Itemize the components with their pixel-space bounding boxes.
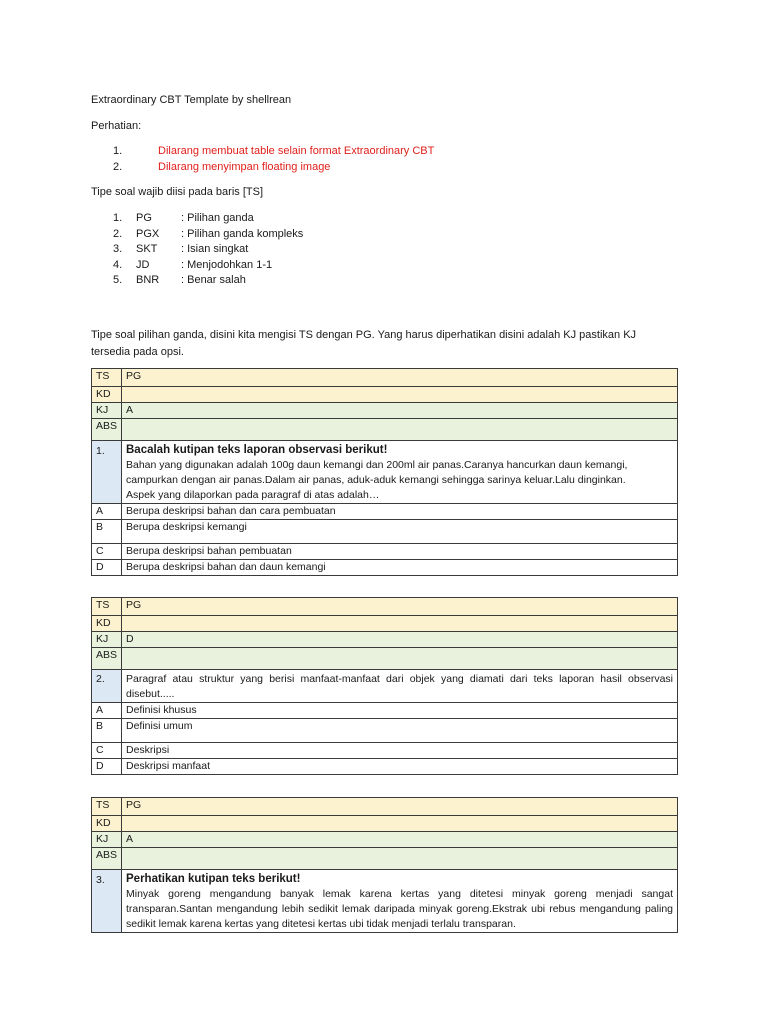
- table-row: KD: [92, 616, 678, 632]
- table-row: KJ A: [92, 832, 678, 848]
- option-row: C Berupa deskripsi bahan pembuatan: [92, 544, 678, 560]
- question-table-2: [91, 597, 678, 775]
- question-table-3: [91, 797, 678, 933]
- question-body: Bahan yang digunakan adalah 100g daun kemangi dan 200ml air panas.Caranya hancurkan daun kemangi, campurkan dengan air panas.Dalam air panas, aduk-aduk kemangi sehingga sarinya keluar.Lalu dinginkan.: [126, 459, 628, 486]
- table-row: ABS: [92, 648, 678, 670]
- kd-value: [122, 816, 678, 832]
- option-row: A Berupa deskripsi bahan dan cara pembuatan: [92, 504, 678, 520]
- pg-instruction: Tipe soal pilihan ganda, disini kita mengisi TS dengan PG. Yang harus diperhatikan disini adalah KJ pastikan KJ tersedia pada opsi.: [91, 329, 637, 358]
- question-body: Minyak goreng mengandung banyak lemak karena kertas yang ditetesi minyak goreng menjadi sangat transparan.Santan mengandung lebih sedikit lemak daripada minyak goreng.Ekstrak ubi rebus mengandung paling sedikit lemak karena kertas yang ditetesi kertas ubi tidak menjadi terlalu transparan.: [126, 888, 673, 930]
- perhatian-label: Perhatian:: [91, 120, 142, 132]
- abs-value: [122, 648, 678, 670]
- table-row: TS PG: [92, 369, 678, 387]
- table-row: KJ D: [92, 632, 678, 648]
- question-title: Perhatikan kutipan teks berikut!: [126, 873, 301, 885]
- question-number: 2.: [92, 670, 122, 703]
- option-row: C Deskripsi: [92, 743, 678, 759]
- question-number: 3.: [92, 870, 122, 933]
- question-prompt: Aspek yang dilaporkan pada paragraf di atas adalah…: [126, 489, 380, 501]
- option-row: D Deskripsi manfaat: [92, 759, 678, 775]
- question-table-1: [91, 368, 678, 576]
- question-number: 1.: [92, 441, 122, 504]
- table-row: KD: [92, 387, 678, 403]
- ts-value: PG: [122, 598, 678, 616]
- kd-value: [122, 387, 678, 403]
- document-page: Extraordinary CBT Template by shellrean Perhatian: 1. Dilarang membuat table selain format Extraordinary CBT 2. Dilarang menyimpan floating image Tipe soal wajib diisi pada baris [TS] 1. PG : Pilihan ganda 2. PGX : Pilihan ganda kompleks 3. SKT : Isian singkat 4. JD : Menjodohkan 1-1 5. BNR : Benar salah Tipe soal pilihan ganda, disini kita mengisi TS dengan PG. Yang harus diperhatikan disini adalah KJ pastikan KJ tersedia pada opsi. TS PG KD KJ A ABS 1. Bacalah kutipan teks laporan observasi berikut! Bahan yang digunakan adalah 100g daun kemangi dan 200ml air panas.Caranya hancurkan daun kemangi, campurkan dengan air panas.Dalam air panas, aduk-aduk kemangi sehingga sarinya keluar.Lalu dinginkan. Aspek yang dilaporkan pada paragraf di atas adalah… A Berupa deskripsi bahan dan cara pembuatan B Berupa deskripsi kemangi C Berupa deskripsi bahan pembuatan D Berupa deskripsi bahan dan daun kemangi TS PG KD KJ D ABS 2. Paragraf atau struktur yang berisi manfaat-manfaat dari objek yang diamati dari teks laporan hasil observasi disebut..... A Definisi khusus B Definisi umum C Deskripsi D Deskripsi manfaat TS PG KD KJ A ABS 3. Perhatikan kutipan teks berikut! Minyak goreng mengandung banyak lemak karena kertas yang ditetesi minyak goreng menjadi sangat transparan.Santan mengandung lebih sedikit lemak daripada minyak goreng.Ekstrak ubi rebus mengandung paling sedikit lemak karena kertas yang ditetesi kertas ubi tidak menjadi terlalu transparan.: [0, 0, 768, 1024]
- table-row: [92, 870, 678, 933]
- table-row: KJ A: [92, 403, 678, 419]
- table-row: KD: [92, 816, 678, 832]
- option-row: B Berupa deskripsi kemangi: [92, 520, 678, 544]
- table-row: [92, 670, 678, 703]
- table-row: TS PG: [92, 798, 678, 816]
- option-row: B Definisi umum: [92, 719, 678, 743]
- abs-value: [122, 419, 678, 441]
- kj-value: A: [122, 403, 678, 419]
- question-body: Paragraf atau struktur yang berisi manfaat-manfaat dari objek yang diamati dari teks laporan hasil observasi disebut.....: [122, 670, 678, 703]
- table-row: ABS: [92, 848, 678, 870]
- table-row: [92, 441, 678, 504]
- table-row: TS PG: [92, 598, 678, 616]
- kd-value: [122, 616, 678, 632]
- ts-value: PG: [122, 369, 678, 387]
- option-row: D Berupa deskripsi bahan dan daun kemangi: [92, 560, 678, 576]
- kj-value: A: [122, 832, 678, 848]
- table-row: ABS: [92, 419, 678, 441]
- option-row: A Definisi khusus: [92, 703, 678, 719]
- ts-instruction: Tipe soal wajib diisi pada baris [TS]: [91, 186, 264, 198]
- kj-value: D: [122, 632, 678, 648]
- ts-value: PG: [122, 798, 678, 816]
- abs-value: [122, 848, 678, 870]
- question-title: Bacalah kutipan teks laporan observasi berikut!: [126, 444, 388, 456]
- document-title: Extraordinary CBT Template by shellrean: [91, 94, 292, 106]
